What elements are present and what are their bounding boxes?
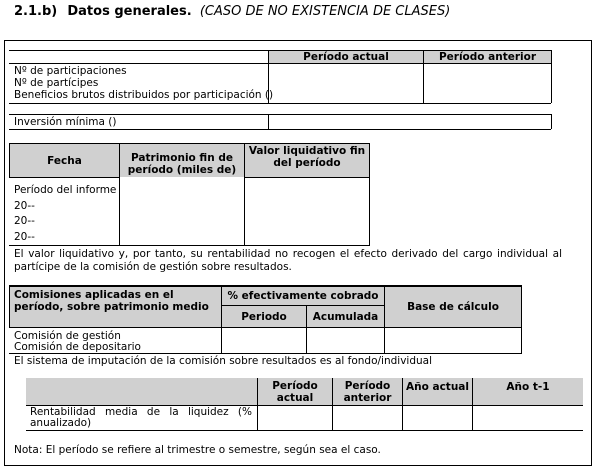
footnote: Nota: El período se refiere al trimestre o semestre, según sea el caso. — [14, 444, 381, 456]
t3-col-comisiones: Comisiones aplicadas en el período, sobre patrimonio medio — [14, 289, 209, 313]
t2-row-year-1: 20-- — [14, 200, 35, 212]
t2-row-informe: Período del informe — [14, 184, 117, 196]
t4-col-ano-actual: Año actual — [406, 380, 469, 393]
t2-col-fecha: Fecha — [47, 154, 82, 167]
t2-note: El valor liquidativo y, por tanto, su rentabilidad no recogen el efecto derivado del cargo individual al partícipe de la comisión de gestión sobre resultados. — [14, 248, 562, 273]
t1-row-participes: Nº de partícipes — [14, 77, 99, 89]
t3-col-periodo: Periodo — [241, 310, 287, 323]
t4-col-anterior: Período anterior — [343, 379, 392, 404]
t3-col-cobrado: % efectivamente cobrado — [227, 290, 379, 302]
t2-row-year-3: 20-- — [14, 231, 35, 243]
t3-row-depositario: Comisión de depositario — [14, 341, 141, 353]
t2-col-patrimonio: Patrimonio fin de período (miles de) — [127, 152, 237, 176]
section-title: Datos generales. — [67, 4, 192, 19]
section-heading — [14, 4, 450, 19]
t4-row-rentabilidad: Rentabilidad media de la liquidez (% anualizado) — [30, 406, 252, 429]
t3-row-gestion: Comisión de gestión — [14, 330, 121, 342]
t1-row-participaciones: Nº de participaciones — [14, 65, 127, 77]
t3-col-acumulada: Acumulada — [312, 310, 379, 323]
t3-note: El sistema de imputación de la comisión sobre resultados es al fondo/individual — [14, 355, 433, 367]
section-subtitle: (CASO DE NO EXISTENCIA DE CLASES) — [199, 4, 451, 19]
t1-col-actual: Período actual — [269, 51, 423, 63]
t2-row-year-2: 20-- — [14, 215, 35, 227]
t1-col-anterior: Período anterior — [424, 51, 551, 63]
section-number: 2.1.b) — [14, 4, 58, 19]
t2-col-valor: Valor liquidativo fin del período — [248, 145, 366, 169]
t4-col-actual: Período actual — [272, 379, 318, 404]
t1-row-beneficios: Beneficios brutos distribuidos por participación () — [14, 89, 274, 101]
t3-col-base: Base de cálculo — [407, 301, 499, 313]
t4-col-ano-prev: Año t-1 — [506, 380, 550, 393]
t1-inversion-minima: Inversión mínima () — [14, 116, 117, 128]
